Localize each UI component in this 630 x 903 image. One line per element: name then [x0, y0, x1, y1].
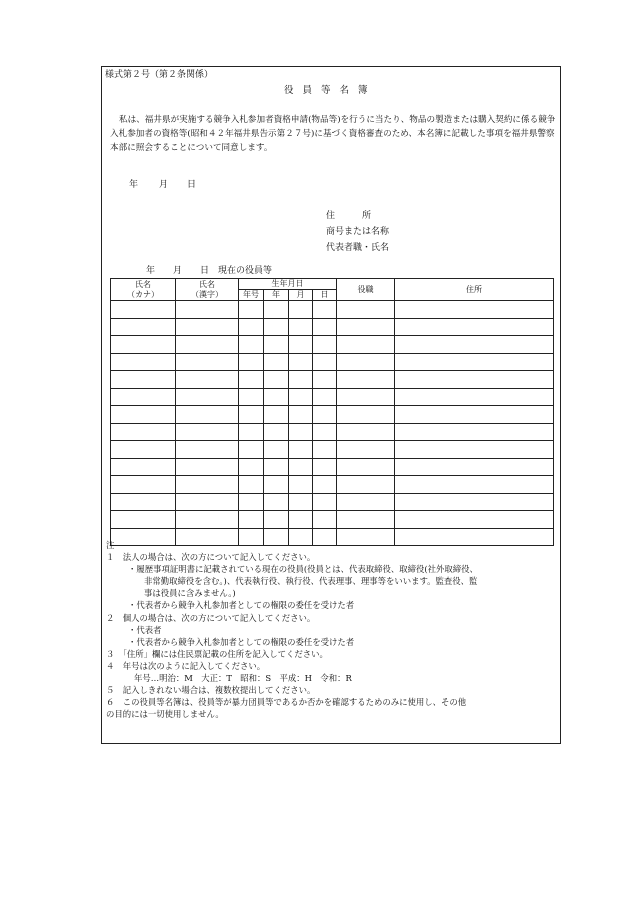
header-era: 年号 — [239, 290, 264, 301]
cell-position[interactable] — [337, 318, 395, 336]
note-line: ・代表者から競争入札参加者としての権限の委任を受けた者 — [128, 636, 355, 647]
cell-year[interactable] — [264, 511, 289, 529]
cell-era[interactable] — [239, 301, 264, 319]
header-address: 住所 — [395, 279, 554, 301]
cell-position[interactable] — [337, 388, 395, 406]
note-line: ５ 記入しきれない場合は、複数枚提出してください。 — [106, 685, 316, 696]
cell-month[interactable] — [289, 301, 313, 319]
cell-year[interactable] — [264, 353, 289, 371]
cell-position[interactable] — [337, 458, 395, 476]
consent-statement: 私は、福井県が実施する競争入札参加者資格申請(物品等)を行うに当たり、物品の製造または購入契約に係る競争入札参加者の資格等(昭和４２年福井県告示第２７号)に基づく資格審査のため、本名簿に記載した事項を福井県警察本部に照会することについて同意します。 — [110, 115, 556, 153]
cell-day[interactable] — [313, 406, 337, 424]
cell-position[interactable] — [337, 493, 395, 511]
note-line: ・代表者から競争入札参加者としての権限の委任を受けた者 — [128, 600, 355, 611]
representative-label: 代表者職・氏名 — [326, 243, 390, 253]
cell-month[interactable] — [289, 406, 313, 424]
note-line: ２ 個人の場合は、次の方について記入してください。 — [106, 612, 316, 623]
header-position: 役職 — [337, 279, 395, 301]
current-officers-date-line: 年 月 日 現在の役員等 — [146, 266, 273, 276]
cell-era[interactable] — [239, 388, 264, 406]
cell-name-kanji[interactable] — [176, 388, 239, 406]
cell-day[interactable] — [313, 301, 337, 319]
cell-position[interactable] — [337, 336, 395, 354]
cell-position[interactable] — [337, 441, 395, 459]
cell-address[interactable] — [395, 441, 554, 459]
cell-name-kana[interactable] — [111, 388, 176, 406]
cell-name-kanji[interactable] — [176, 336, 239, 354]
table-row — [111, 318, 554, 336]
cell-year[interactable] — [264, 441, 289, 459]
cell-name-kanji[interactable] — [176, 511, 239, 529]
cell-name-kanji[interactable] — [176, 371, 239, 389]
address-label: 住 所 — [326, 211, 372, 221]
cell-position[interactable] — [337, 406, 395, 424]
cell-address[interactable] — [395, 423, 554, 441]
cell-month[interactable] — [289, 353, 313, 371]
cell-era[interactable] — [239, 318, 264, 336]
note-line: ３ 「住所」欄には住民票記載の住所を記入してください。 — [106, 648, 328, 659]
date-year-label: 年 — [129, 180, 139, 190]
table-row — [111, 476, 554, 494]
note-line: 年号…明治：M 大正：T 昭和：S 平成：H 令和：R — [134, 673, 352, 684]
cell-era[interactable] — [239, 458, 264, 476]
cell-position[interactable] — [337, 371, 395, 389]
cell-day[interactable] — [313, 441, 337, 459]
header-month: 月 — [289, 290, 313, 301]
table-row — [111, 353, 554, 371]
cell-month[interactable] — [289, 336, 313, 354]
cell-day[interactable] — [313, 371, 337, 389]
note-line: ４ 年号は次のように記入してください。 — [106, 660, 266, 671]
cell-month[interactable] — [289, 493, 313, 511]
cell-month[interactable] — [289, 511, 313, 529]
note-line: １ 法人の場合は、次の方について記入してください。 — [106, 552, 316, 563]
table-row — [111, 493, 554, 511]
cell-day[interactable] — [313, 353, 337, 371]
table-row — [111, 336, 554, 354]
header-name-kana: 氏名 （カナ） — [111, 279, 176, 301]
cell-position[interactable] — [337, 301, 395, 319]
cell-name-kana[interactable] — [111, 423, 176, 441]
date-month-label: 月 — [159, 180, 169, 190]
cell-position[interactable] — [337, 511, 395, 529]
table-header-row — [111, 279, 554, 290]
cell-address[interactable] — [395, 301, 554, 319]
cell-year[interactable] — [264, 406, 289, 424]
cell-month[interactable] — [289, 441, 313, 459]
cell-name-kanji[interactable] — [176, 406, 239, 424]
cell-name-kana[interactable] — [111, 441, 176, 459]
cell-day[interactable] — [313, 511, 337, 529]
cell-name-kana[interactable] — [111, 493, 176, 511]
cell-position[interactable] — [337, 423, 395, 441]
cell-name-kana[interactable] — [111, 406, 176, 424]
cell-name-kana[interactable] — [111, 318, 176, 336]
officers-table — [110, 278, 554, 546]
cell-address[interactable] — [395, 493, 554, 511]
cell-era[interactable] — [239, 406, 264, 424]
cell-month[interactable] — [289, 458, 313, 476]
cell-year[interactable] — [264, 301, 289, 319]
cell-position[interactable] — [337, 353, 395, 371]
cell-day[interactable] — [313, 388, 337, 406]
cell-name-kanji[interactable] — [176, 441, 239, 459]
note-line: 非常勤取締役を含む。)、代表執行役、執行役、代表理事、理事等をいいます。監査役、監 — [144, 576, 478, 587]
note-line: 事は役員に含みません。) — [144, 588, 236, 599]
notes-heading: 注 — [106, 540, 115, 550]
notes-section — [106, 539, 556, 720]
table-row — [111, 458, 554, 476]
form-frame — [101, 66, 561, 744]
cell-era[interactable] — [239, 353, 264, 371]
cell-era[interactable] — [239, 423, 264, 441]
cell-month[interactable] — [289, 318, 313, 336]
date-day-label: 日 — [187, 180, 197, 190]
cell-day[interactable] — [313, 336, 337, 354]
form-number: 様式第２号（第２条関係） — [105, 70, 214, 80]
note-line: の目的には一切使用しません。 — [106, 709, 224, 720]
cell-era[interactable] — [239, 511, 264, 529]
cell-era[interactable] — [239, 493, 264, 511]
cell-year[interactable] — [264, 371, 289, 389]
cell-year[interactable] — [264, 493, 289, 511]
cell-year[interactable] — [264, 476, 289, 494]
header-day: 日 — [313, 290, 337, 301]
cell-address[interactable] — [395, 458, 554, 476]
table-row — [111, 406, 554, 424]
cell-name-kana[interactable] — [111, 511, 176, 529]
header-name-kanji: 氏名 （漢字） — [176, 279, 239, 301]
cell-address[interactable] — [395, 476, 554, 494]
cell-month[interactable] — [289, 423, 313, 441]
cell-address[interactable] — [395, 406, 554, 424]
cell-position[interactable] — [337, 476, 395, 494]
table-row — [111, 371, 554, 389]
cell-year[interactable] — [264, 318, 289, 336]
table-row — [111, 441, 554, 459]
note-line: ・履歴事項証明書に記載されている現在の役員(役員とは、代表取締役、取締役(社外取締役、 — [128, 564, 478, 575]
header-year: 年 — [264, 290, 289, 301]
cell-name-kanji[interactable] — [176, 476, 239, 494]
cell-address[interactable] — [395, 318, 554, 336]
cell-name-kana[interactable] — [111, 458, 176, 476]
cell-era[interactable] — [239, 476, 264, 494]
cell-address[interactable] — [395, 353, 554, 371]
header-birthdate: 生年月日 — [239, 279, 337, 290]
trade-name-label: 商号または名称 — [326, 227, 390, 237]
cell-name-kanji[interactable] — [176, 318, 239, 336]
cell-year[interactable] — [264, 388, 289, 406]
cell-year[interactable] — [264, 423, 289, 441]
cell-day[interactable] — [313, 476, 337, 494]
cell-year[interactable] — [264, 458, 289, 476]
cell-address[interactable] — [395, 511, 554, 529]
cell-name-kanji[interactable] — [176, 301, 239, 319]
cell-era[interactable] — [239, 371, 264, 389]
cell-year[interactable] — [264, 336, 289, 354]
document-title: 役員等名簿 — [284, 85, 377, 96]
cell-address[interactable] — [395, 388, 554, 406]
officers-table-body — [111, 301, 554, 546]
cell-month[interactable] — [289, 371, 313, 389]
cell-name-kanji[interactable] — [176, 493, 239, 511]
cell-day[interactable] — [313, 458, 337, 476]
cell-name-kana[interactable] — [111, 301, 176, 319]
table-row — [111, 301, 554, 319]
cell-name-kana[interactable] — [111, 336, 176, 354]
cell-day[interactable] — [313, 423, 337, 441]
cell-name-kanji[interactable] — [176, 423, 239, 441]
cell-day[interactable] — [313, 493, 337, 511]
cell-era[interactable] — [239, 441, 264, 459]
table-row — [111, 511, 554, 529]
cell-month[interactable] — [289, 476, 313, 494]
cell-name-kanji[interactable] — [176, 353, 239, 371]
note-line: ・代表者 — [128, 624, 162, 635]
cell-address[interactable] — [395, 371, 554, 389]
cell-month[interactable] — [289, 388, 313, 406]
cell-address[interactable] — [395, 336, 554, 354]
cell-name-kana[interactable] — [111, 476, 176, 494]
table-row — [111, 388, 554, 406]
cell-name-kanji[interactable] — [176, 458, 239, 476]
cell-name-kana[interactable] — [111, 371, 176, 389]
cell-name-kana[interactable] — [111, 353, 176, 371]
cell-era[interactable] — [239, 336, 264, 354]
note-line: ６ この役員等名簿は、役員等が暴力団員等であるか否かを確認するためのみに使用し、その他 — [106, 697, 467, 708]
cell-day[interactable] — [313, 318, 337, 336]
table-row — [111, 423, 554, 441]
